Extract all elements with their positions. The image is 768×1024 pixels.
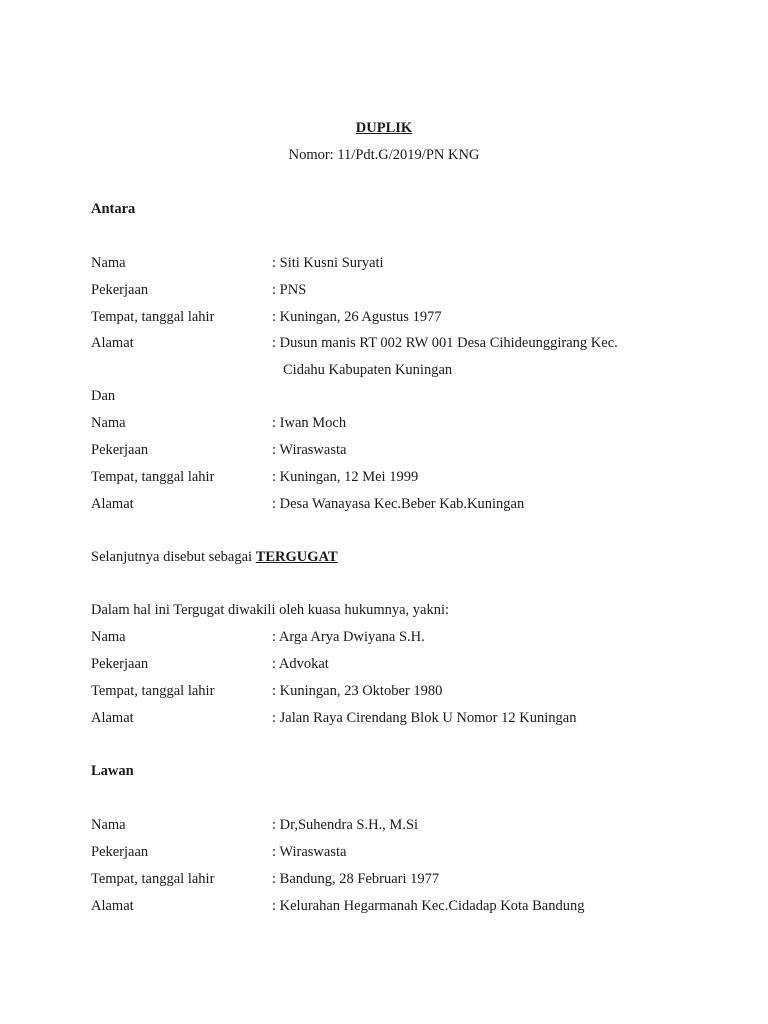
selanjutnya-text: Selanjutnya disebut sebagai bbox=[91, 549, 256, 565]
party1-pekerjaan-label: Pekerjaan bbox=[91, 282, 149, 298]
lawan-alamat-label: Alamat bbox=[91, 898, 134, 914]
party1-alamat-continuation: Cidahu Kabupaten Kuningan bbox=[283, 362, 453, 378]
kuasa-pekerjaan-value: : Advokat bbox=[272, 656, 329, 672]
case-number: Nomor: 11/Pdt.G/2019/PN KNG bbox=[288, 147, 480, 163]
lawan-ttl-value: : Bandung, 28 Februari 1977 bbox=[272, 871, 440, 887]
party1-ttl-label: Tempat, tanggal lahir bbox=[91, 309, 215, 325]
selanjutnya-line bbox=[91, 548, 338, 566]
heading-antara: Antara bbox=[91, 201, 136, 217]
party1-alamat-value: : Dusun manis RT 002 RW 001 Desa Cihideunggirang Kec. bbox=[272, 335, 618, 351]
party2-ttl-value: : Kuningan, 12 Mei 1999 bbox=[272, 469, 419, 485]
party1-nama-value: : Siti Kusni Suryati bbox=[272, 255, 384, 271]
party2-nama-value: : Iwan Moch bbox=[272, 415, 347, 431]
lawan-alamat-value: : Kelurahan Hegarmanah Kec.Cidadap Kota Bandung bbox=[272, 898, 585, 914]
kuasa-alamat-value: : Jalan Raya Cirendang Blok U Nomor 12 Kuningan bbox=[272, 710, 577, 726]
party1-pekerjaan-value: : PNS bbox=[272, 282, 307, 298]
party1-nama-label: Nama bbox=[91, 255, 126, 271]
tergugat-term: TERGUGAT bbox=[255, 549, 338, 565]
lawan-nama-value: : Dr,Suhendra S.H., M.Si bbox=[272, 817, 419, 833]
heading-lawan: Lawan bbox=[91, 763, 134, 779]
kuasa-intro: Dalam hal ini Tergugat diwakili oleh kuasa hukumnya, yakni: bbox=[91, 602, 450, 618]
party1-alamat-label: Alamat bbox=[91, 335, 134, 351]
kuasa-ttl-label: Tempat, tanggal lahir bbox=[91, 683, 215, 699]
kuasa-ttl-value: : Kuningan, 23 Oktober 1980 bbox=[272, 683, 443, 699]
party2-ttl-label: Tempat, tanggal lahir bbox=[91, 469, 215, 485]
document-title: DUPLIK bbox=[355, 120, 413, 136]
lawan-pekerjaan-value: : Wiraswasta bbox=[272, 844, 347, 860]
party1-ttl-value: : Kuningan, 26 Agustus 1977 bbox=[272, 309, 442, 325]
kuasa-nama-value: : Arga Arya Dwiyana S.H. bbox=[272, 629, 425, 645]
lawan-ttl-label: Tempat, tanggal lahir bbox=[91, 871, 215, 887]
kuasa-alamat-label: Alamat bbox=[91, 710, 134, 726]
party2-pekerjaan-label: Pekerjaan bbox=[91, 442, 149, 458]
party2-alamat-label: Alamat bbox=[91, 496, 134, 512]
party2-alamat-value: : Desa Wanayasa Kec.Beber Kab.Kuningan bbox=[272, 496, 525, 512]
party2-nama-label: Nama bbox=[91, 415, 126, 431]
lawan-pekerjaan-label: Pekerjaan bbox=[91, 844, 149, 860]
lawan-nama-label: Nama bbox=[91, 817, 126, 833]
conjunction-dan: Dan bbox=[91, 388, 116, 404]
party2-pekerjaan-value: : Wiraswasta bbox=[272, 442, 347, 458]
kuasa-pekerjaan-label: Pekerjaan bbox=[91, 656, 149, 672]
kuasa-nama-label: Nama bbox=[91, 629, 126, 645]
